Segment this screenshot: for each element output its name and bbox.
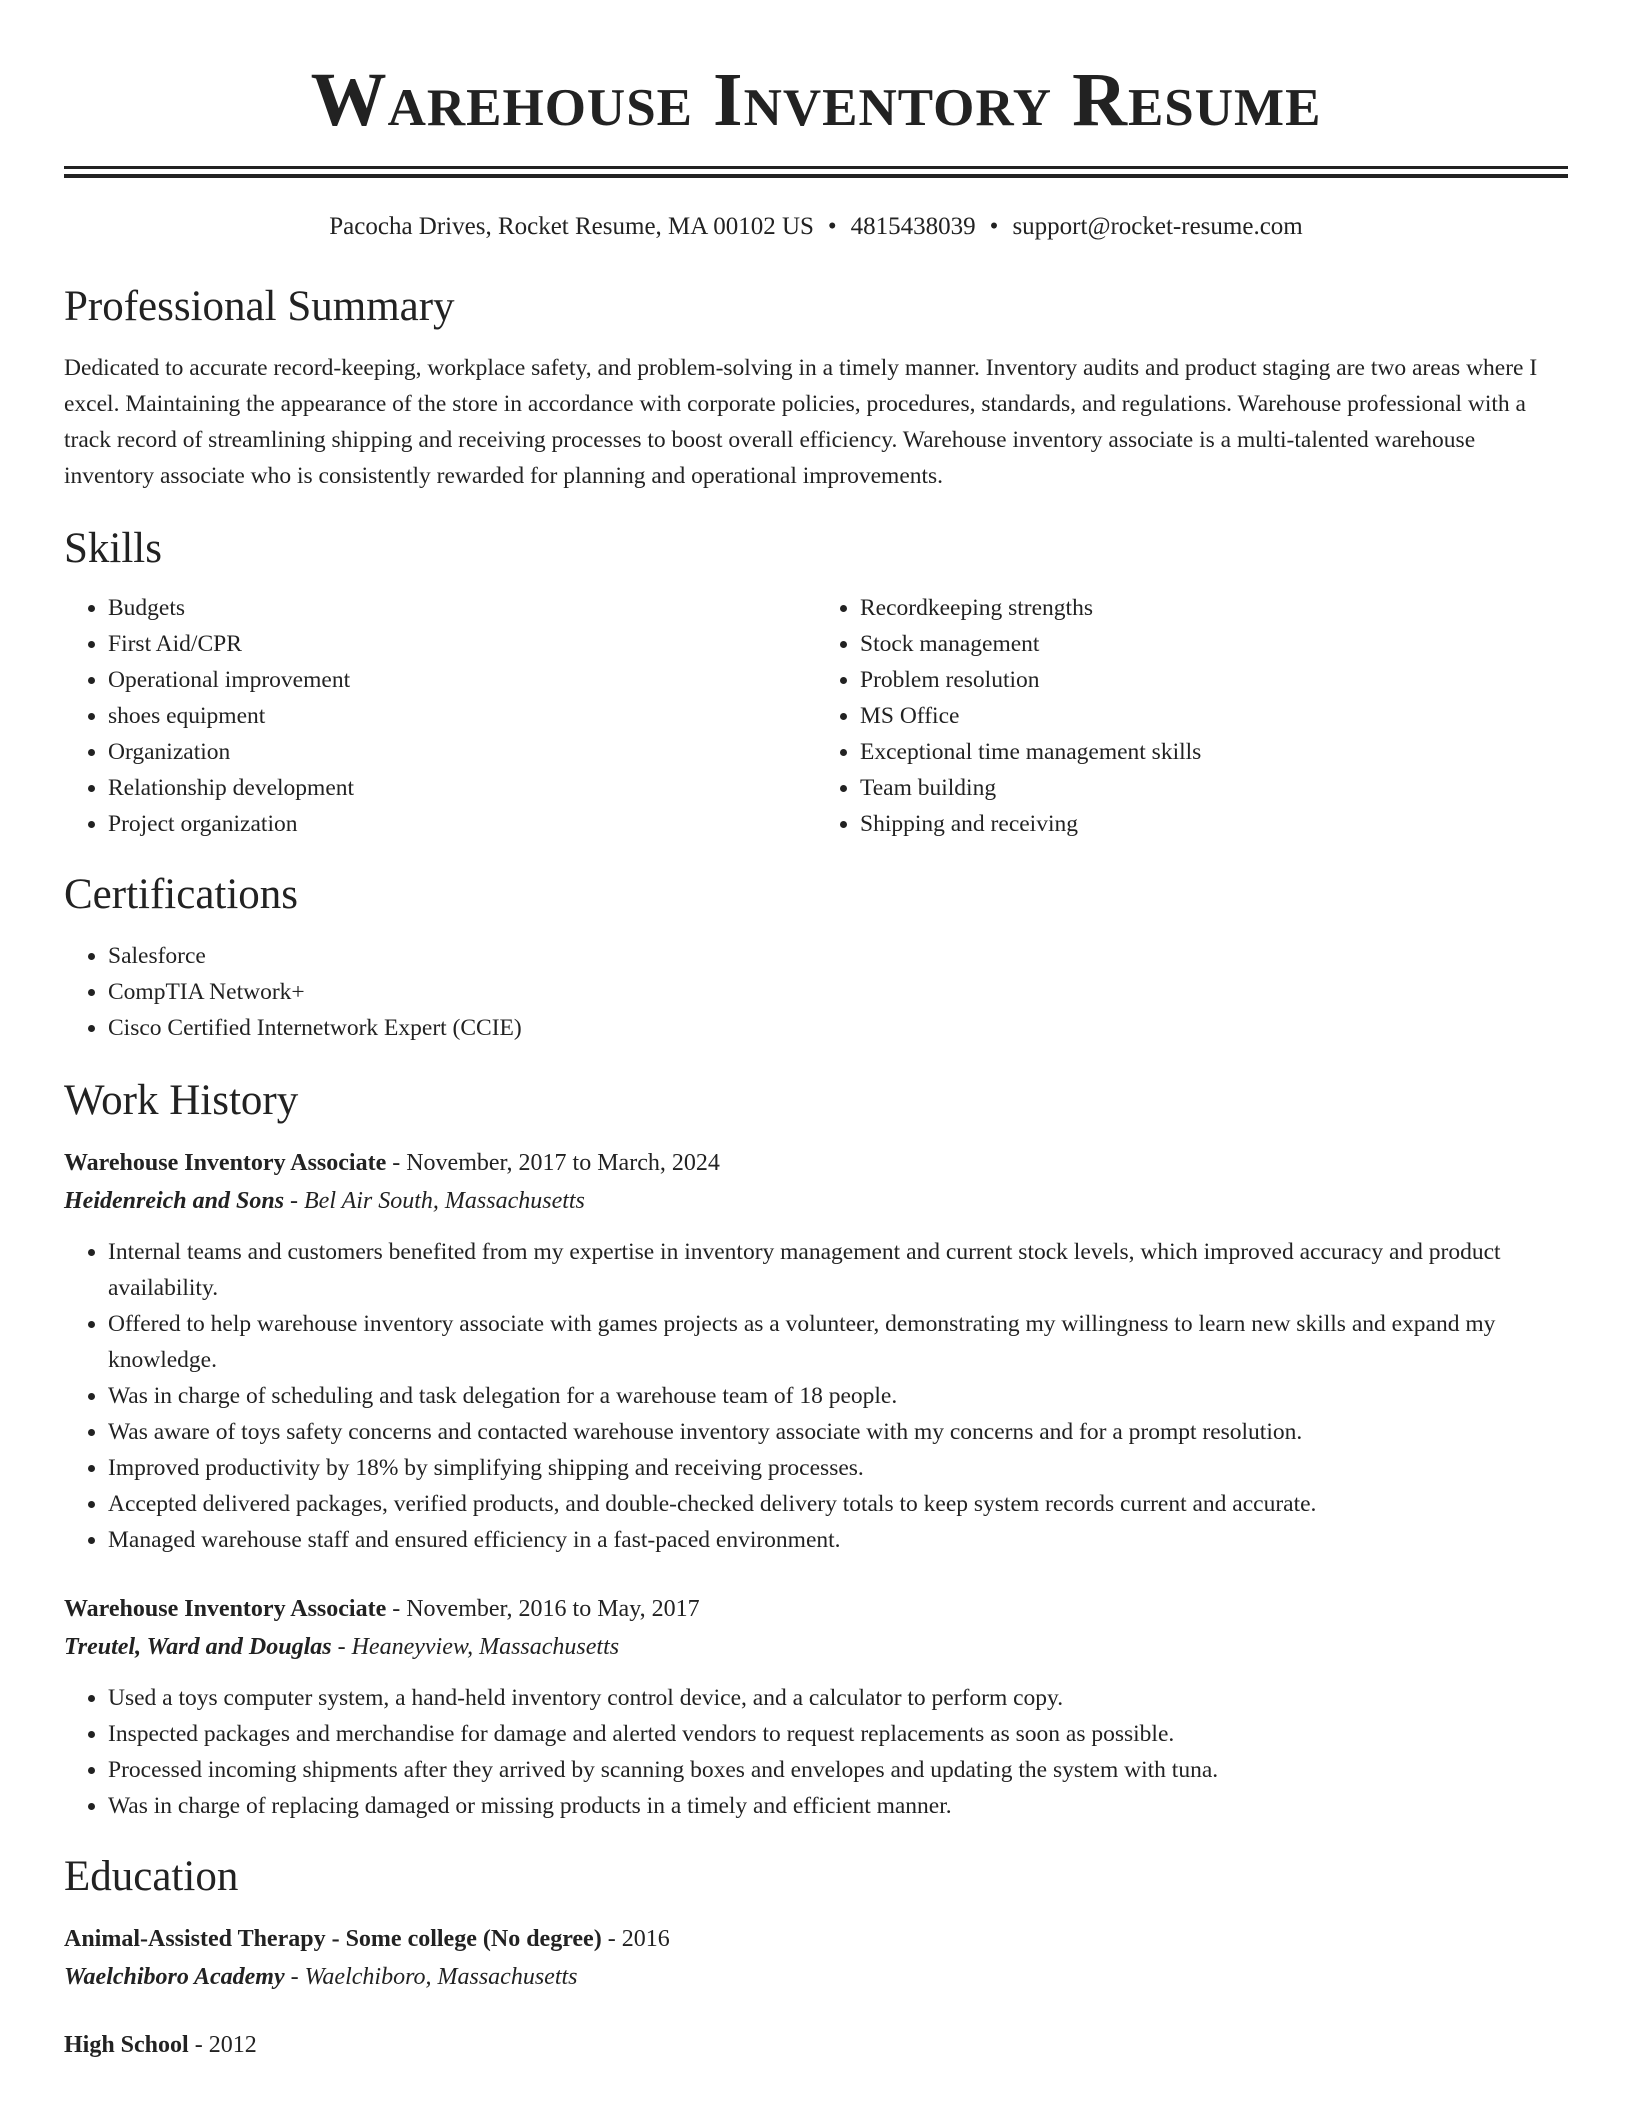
work-history-heading: Work History <box>64 1077 299 1124</box>
job-bullet: • Processed incoming shipments after they arrived by scanning boxes and envelopes and updating the system with tuna. <box>108 1752 1568 1788</box>
skill-item: • Team building <box>860 770 1568 806</box>
skill-item: • Project organization <box>108 806 816 842</box>
job-bullet: • Improved productivity by 18% by simplifying shipping and receiving processes. <box>108 1450 1568 1486</box>
education-degree: Animal-Assisted Therapy - Some college (No degree) <box>64 1926 602 1952</box>
skill-item: • First Aid/CPR <box>108 626 816 662</box>
summary-heading: Professional Summary <box>64 283 455 330</box>
job-dates: - November, 2017 to March, 2024 <box>386 1150 720 1176</box>
job-title-line <box>64 1590 1568 1628</box>
job-company: Heidenreich and Sons <box>64 1188 285 1214</box>
education-heading: Education <box>64 1853 239 1900</box>
job-bullet: • Internal teams and customers benefited from my expertise in inventory management and current stock levels, which improved accuracy and product availability. <box>108 1234 1568 1306</box>
certification-item: • Cisco Certified Internetwork Expert (CCIE) <box>108 1010 1568 1046</box>
skill-item: • MS Office <box>860 698 1568 734</box>
education-school: Waelchiboro Academy <box>64 1964 285 1990</box>
contact-separator: • <box>827 213 837 240</box>
employer-line <box>64 1182 1568 1220</box>
job-bullet: • Managed warehouse staff and ensured efficiency in a fast-paced environment. <box>108 1522 1568 1558</box>
education-location: - Waelchiboro, Massachusetts <box>284 1964 578 1990</box>
job-bullet: • Used a toys computer system, a hand-held inventory control device, and a calculator to perform copy. <box>108 1680 1568 1716</box>
skills-grid <box>64 590 1568 842</box>
skill-item: • Exceptional time management skills <box>860 734 1568 770</box>
certifications-list <box>64 938 1568 1046</box>
job-company: Treutel, Ward and Douglas <box>64 1634 332 1660</box>
education-degree: High School <box>64 2032 189 2058</box>
skill-item: • Budgets <box>108 590 816 626</box>
education-school-line <box>64 1958 1568 1996</box>
certification-item: • Salesforce <box>108 938 1568 974</box>
header-rule-bottom <box>64 174 1568 178</box>
summary-text: Dedicated to accurate record-keeping, workplace safety, and problem-solving in a timely manner. Inventory audits and product staging are two areas where I excel. Maintaining the appearance of the store in accordance with corporate policies, procedures, standards, and regulations. Warehouse professional with a track record of streamlining shipping and receiving processes to boost overall efficiency. Warehouse inventory associate is a multi-talented warehouse inventory associate who is consistently rewarded for planning and operational improvements. <box>64 355 1538 489</box>
job-role: Warehouse Inventory Associate <box>64 1150 387 1176</box>
contact-phone: 4815438039 <box>850 213 976 240</box>
page-title: Warehouse Inventory Resume <box>310 58 1322 142</box>
education-year: - 2012 <box>188 2032 257 2058</box>
education-degree-line <box>64 1920 1568 1958</box>
job-bullet: • Was in charge of replacing damaged or missing products in a timely and efficient manner. <box>108 1788 1568 1824</box>
job-bullet: • Was aware of toys safety concerns and contacted warehouse inventory associate with my concerns and for a prompt resolution. <box>108 1414 1568 1450</box>
skill-item: • Shipping and receiving <box>860 806 1568 842</box>
skill-item: • Relationship development <box>108 770 816 806</box>
education-entry <box>64 2026 1568 2064</box>
job-role: Warehouse Inventory Associate <box>64 1596 387 1622</box>
job-title-line <box>64 1144 1568 1182</box>
job-bullets <box>64 1234 1568 1558</box>
job-bullet: • Was in charge of scheduling and task delegation for a warehouse team of 18 people. <box>108 1378 1568 1414</box>
skill-item: • shoes equipment <box>108 698 816 734</box>
header-rule-top <box>64 166 1568 169</box>
job-bullet: • Offered to help warehouse inventory associate with games projects as a volunteer, demonstrating my willingness to learn new skills and expand my knowledge. <box>108 1306 1568 1378</box>
certifications-heading: Certifications <box>64 871 299 918</box>
contact-address: Pacocha Drives, Rocket Resume, MA 00102 US <box>329 213 814 240</box>
skills-heading: Skills <box>64 525 162 572</box>
education-year: - 2016 <box>601 1926 670 1952</box>
skill-item: • Problem resolution <box>860 662 1568 698</box>
education-degree-line <box>64 2026 1568 2064</box>
job-location: - Bel Air South, Massachusetts <box>284 1188 585 1214</box>
skill-item: • Recordkeeping strengths <box>860 590 1568 626</box>
job-entry <box>64 1144 1568 1558</box>
job-bullet: • Accepted delivered packages, verified products, and double-checked delivery totals to keep system records current and accurate. <box>108 1486 1568 1522</box>
skills-left-list <box>64 590 816 842</box>
job-bullet: • Inspected packages and merchandise for damage and alerted vendors to request replacements as soon as possible. <box>108 1716 1568 1752</box>
skill-item: • Operational improvement <box>108 662 816 698</box>
contact-email: support@rocket-resume.com <box>1012 213 1303 240</box>
job-entry <box>64 1590 1568 1824</box>
skills-right-list <box>816 590 1568 842</box>
skill-item: • Organization <box>108 734 816 770</box>
contact-line <box>64 212 1568 242</box>
skill-item: • Stock management <box>860 626 1568 662</box>
contact-separator: • <box>989 213 999 240</box>
certification-item: • CompTIA Network+ <box>108 974 1568 1010</box>
job-location: - Heaneyview, Massachusetts <box>331 1634 620 1660</box>
education-entry <box>64 1920 1568 1996</box>
employer-line <box>64 1628 1568 1666</box>
job-bullets <box>64 1680 1568 1824</box>
job-dates: - November, 2016 to May, 2017 <box>386 1596 700 1622</box>
